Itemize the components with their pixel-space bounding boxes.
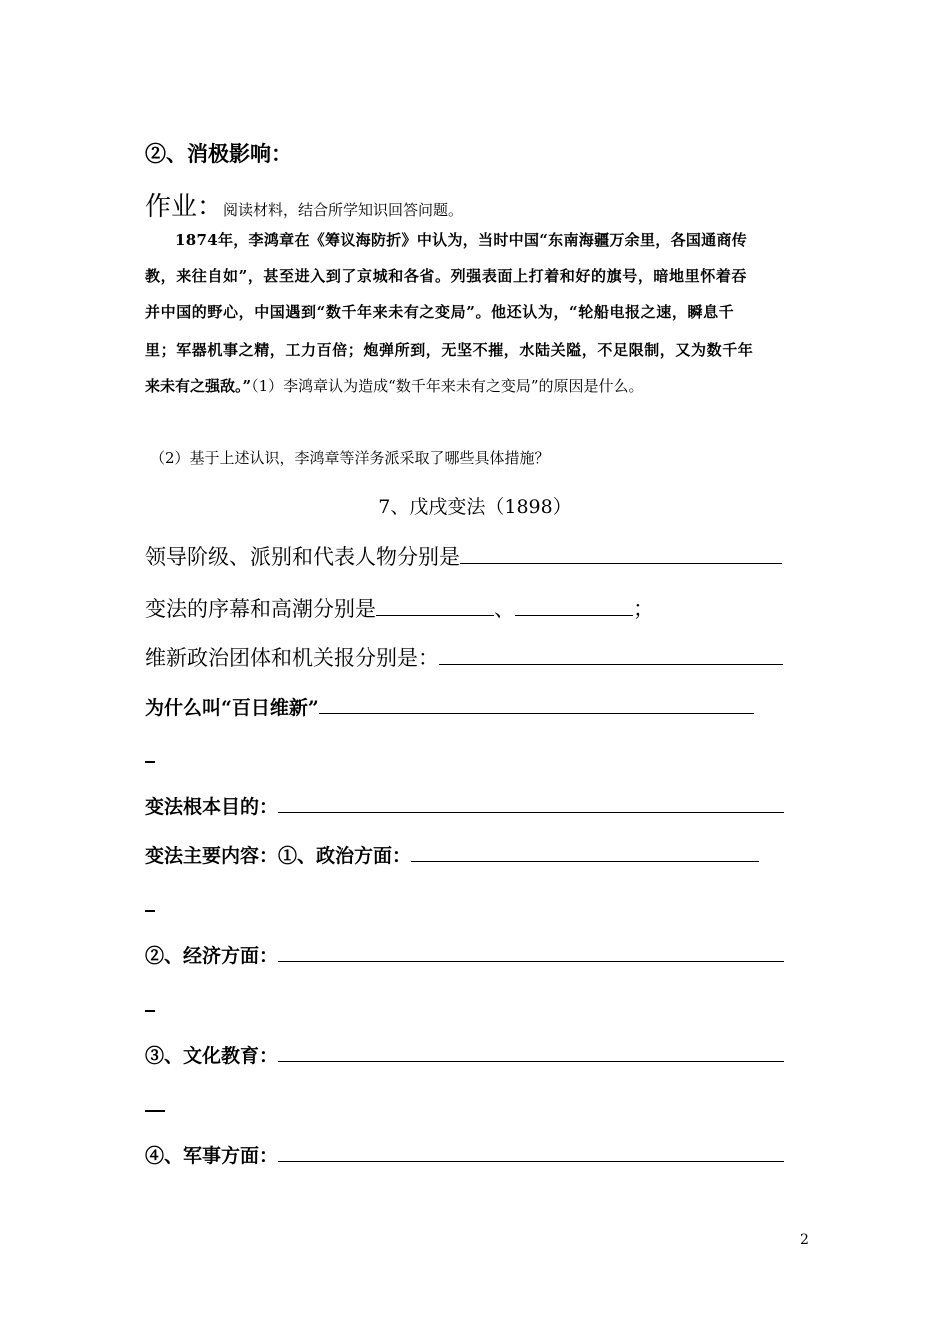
material-line-2: 教，来往自如”，甚至进入到了京城和各省。列强表面上打着和好的旗号，暗地里怀着吞 [145, 267, 748, 285]
leaders-blank[interactable] [460, 544, 782, 564]
military-blank[interactable] [278, 1144, 784, 1162]
hundred-days-field [145, 693, 754, 720]
military-field [145, 1141, 784, 1168]
purpose-label: 变法根本目的： [145, 796, 279, 818]
military-label: ④、军事方面： [145, 1145, 279, 1167]
homework-label: 作业： [145, 192, 224, 222]
leaders-field [145, 541, 782, 571]
culture-label: ③、文化教育： [145, 1045, 279, 1067]
material-last: 来未有之强敌。” [145, 377, 252, 395]
continuation-line [145, 1110, 165, 1112]
leaders-label: 领导阶级、派别和代表人物分别是 [145, 545, 460, 569]
homework-line [145, 186, 463, 223]
purpose-field [145, 792, 784, 819]
continuation-line [145, 1010, 155, 1012]
content-blank[interactable] [411, 844, 759, 862]
prelude-blank-1[interactable] [376, 596, 494, 616]
purpose-blank[interactable] [278, 795, 784, 813]
section-title: 7、戊戌变法（1898） [378, 496, 572, 518]
content-field [145, 841, 759, 868]
economy-field [145, 941, 784, 968]
prelude-label: 变法的序幕和高潮分别是 [145, 597, 376, 621]
page-number: 2 [800, 1232, 809, 1248]
prelude-field [145, 593, 654, 623]
economy-label: ②、经济方面： [145, 945, 279, 967]
material-line-4: 里；军器机事之精，工力百倍；炮弹所到，无坚不摧，水陆关隘，不足限制，又为数千年 [145, 341, 754, 359]
prelude-end: ； [633, 597, 654, 621]
material-line-3: 并中国的野心，中国遇到“数千年来未有之变局”。他还认为，“轮船电报之速，瞬息千 [145, 303, 735, 321]
culture-field [145, 1041, 784, 1068]
hundred-days-label: 为什么叫“百日维新” [145, 697, 319, 719]
groups-field [145, 642, 783, 672]
continuation-line [145, 761, 155, 763]
hundred-days-blank[interactable] [319, 696, 754, 714]
prelude-sep: 、 [494, 597, 515, 621]
groups-label: 维新政治团体和机关报分别是： [145, 646, 439, 670]
homework-instruction: 阅读材料，结合所学知识回答问题。 [223, 201, 464, 219]
economy-blank[interactable] [278, 944, 784, 962]
prelude-blank-2[interactable] [515, 596, 633, 616]
culture-blank[interactable] [278, 1044, 784, 1062]
negative-impact-heading: ②、消极影响： [145, 141, 292, 166]
material-line-5 [145, 375, 644, 396]
material-line-1: 1874年，李鸿章在《筹议海防折》中认为，当时中国“东南海疆万余里，各国通商传 [175, 231, 748, 249]
content-label: 变法主要内容：①、政治方面： [145, 845, 412, 867]
question-2: （2）基于上述认识，李鸿章等洋务派采取了哪些具体措施？ [150, 449, 550, 467]
question-1: （1）李鸿章认为造成“数千年来未有之变局”的原因是什么。 [251, 377, 644, 395]
groups-blank[interactable] [439, 645, 783, 665]
continuation-line [145, 910, 155, 912]
